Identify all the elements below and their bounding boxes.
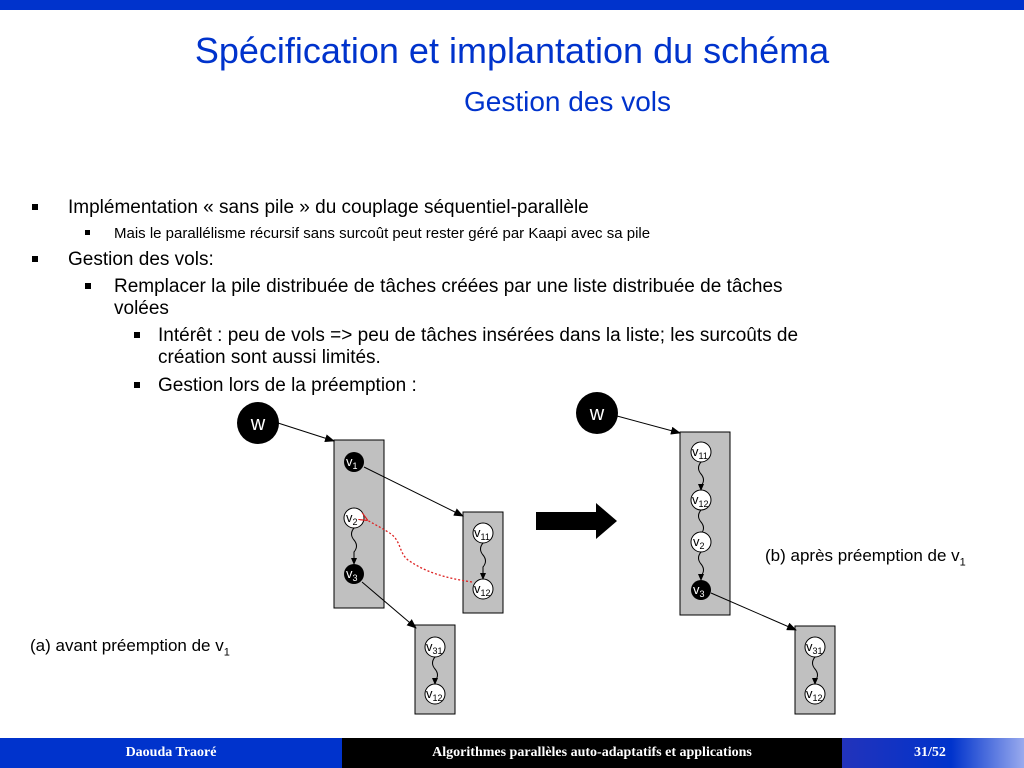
caption-before: (a) avant préemption de $v_1$ [30,636,230,659]
node-v31-after-label: $v_{31}$ [806,639,823,656]
edge-w-to-list [617,416,680,433]
slide-title: Spécification et implantation du schéma [194,30,830,71]
node-v12-after-label: $v_{12}$ [692,492,709,509]
bullet-2-subsub-1-line2: création sont aussi limités. [158,347,381,368]
node-v2-label: $v_2$ [346,510,358,527]
worker-label-after: w [589,403,605,425]
node-v1-label: $v_1$ [346,454,358,471]
bullet-2-subsub-2: Gestion lors de la préemption : [158,375,417,396]
bullet-1-sub: Mais le parallélisme récursif sans surcoût peut rester géré par Kaapi avec sa pile [114,225,651,242]
transition-arrow-icon [536,503,617,539]
node-v2-after-label: $v_2$ [693,534,705,551]
bullet-2-subsub-1-line1: Intérêt : peu de vols => peu de tâches insérées dans la liste; les surcoûts de [158,325,799,346]
node-v3-label: $v_3$ [346,566,358,583]
caption-after: (b) après préemption de $v_1$ [765,546,966,569]
bullet-2: Gestion des vols: [68,249,214,270]
bullet-2-sub-line2: volées [114,298,169,319]
bullet-1: Implémentation « sans pile » du couplage séquentiel-parallèle [68,197,589,218]
footer [0,738,1024,768]
worker-label: w [250,413,266,435]
slide-subtitle: Gestion des vols [464,86,671,117]
node-v12-label: $v_{12}$ [474,581,491,598]
page-number: 31/52 [914,745,946,760]
footer-page-panel [842,738,1024,768]
footer-author: Daouda Traoré [0,738,342,768]
bullet-2-sub-line1: Remplacer la pile distribuée de tâches créées par une liste distribuée de tâches [114,276,783,297]
node-v31-label: $v_{31}$ [426,639,443,656]
node-v3-after-label: $v_3$ [693,582,705,599]
edge-w-to-v1 [278,423,334,441]
footer-course-title: Algorithmes parallèles auto-adaptatifs et applications [342,738,842,768]
node-v11-label: $v_{11}$ [474,525,490,542]
node-v11-after-label: $v_{11}$ [692,444,708,461]
node-v12-copy-after-label: $v_{12}$ [806,686,823,703]
node-v12-copy-label: $v_{12}$ [426,686,443,703]
